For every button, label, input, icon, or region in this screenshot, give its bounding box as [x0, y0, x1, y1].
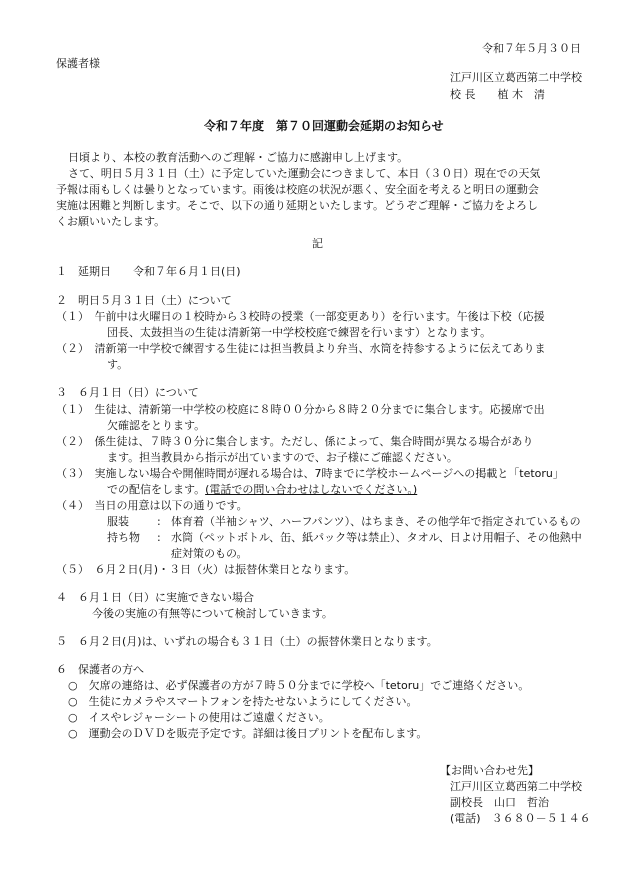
clothing-line	[107, 514, 581, 530]
section-2-item-1-cont: 団長、太鼓担当の生徒は清新第一中学校校庭で練習を行います）となります。	[107, 326, 492, 339]
colon: :	[157, 531, 161, 544]
belongings-text: 水筒（ペットボトル、缶、紙パック等は禁止）、タオル、日よけ用帽子、その他熱中	[171, 531, 582, 544]
guardian-notice-item: ○ 欠席の連絡は、必ず保護者の方が７時５０分までに学校へ「tetoru」でご連絡ください。	[68, 679, 530, 692]
section-4-heading: ４ ６月１日（日）に実施できない場合	[56, 591, 254, 604]
intro-line: 実施は困難と判断します。そこで、以下の通り延期といたします。どうぞご理解・ご協力をよろし	[56, 199, 539, 212]
clothing-label: 服装	[107, 515, 129, 528]
intro-line: くお願いいたします。	[56, 215, 166, 228]
intro-line: さて、明日５月３１日（土）に予定していた運動会につきまして、本日（３０日）現在での天気	[68, 167, 541, 180]
contact-vice-principal: 副校長 山口 哲治	[450, 796, 549, 809]
section-3-item-4: （４） 当日の用意は以下の通りです。	[56, 499, 248, 512]
contact-phone: (電話) ３６８０－５１４６	[450, 812, 591, 825]
section-6-heading: ６ 保護者の方へ	[56, 663, 144, 676]
section-3-item-3: （３） 実施しない場合や開催時間が遅れる場合は、7時までに学校ホームページへの掲載と「tetoru」	[56, 467, 564, 480]
belongings-label: 持ち物	[107, 531, 140, 544]
document-date: 令和７年５月３０日	[482, 42, 581, 55]
belongings-line	[107, 530, 582, 546]
section-3-item-1-cont: 欠確認をとります。	[107, 419, 206, 432]
addressee: 保護者様	[56, 57, 100, 70]
section-2-item-1: （１） 午前中は火曜日の１校時から３校時の授業（一部変更あり）を行います。午後は下校（応援	[56, 310, 545, 323]
intro-line: 予報は雨もしくは曇りとなっています。雨後は校庭の状況が悪く、安全面を考えると明日の運動会	[56, 183, 539, 196]
section-3-heading: ３ ６月１日（日）について	[56, 386, 199, 399]
guardian-notice-item: ○ 生徒にカメラやスマートフォンを持たせないようにしてください。	[68, 695, 418, 708]
no-phone-notice: (電話での問い合わせはしないでください。)	[205, 483, 418, 496]
section-2-item-2: （２） 清新第一中学校で練習する生徒には担当教員より弁当、水筒を持参するように伝えてありま	[56, 342, 546, 355]
contact-school: 江戸川区立葛西第二中学校	[450, 780, 582, 793]
item-3-text: での配信をします。	[107, 483, 206, 496]
intro-line: 日頃より、本校の教育活動へのご理解・ご協力に感謝申し上げます。	[68, 151, 409, 164]
section-3-item-5: （５） ６月２日(月)・３日（火）は振替休業日となります。	[56, 563, 356, 576]
section-2-heading: ２ 明日５月３１日（土）について	[56, 294, 232, 307]
principal-name: 校 長 植 木 清	[450, 88, 545, 101]
ki-heading: 記	[312, 237, 323, 250]
section-3-item-3-cont	[107, 482, 417, 498]
section-3-item-2: （２） 係生徒は、７時３０分に集合します。ただし、係によって、集合時間が異なる場合があり	[56, 435, 534, 448]
section-4-text: 今後の実施の有無等について検討していきます。	[92, 607, 333, 620]
section-3-item-2-cont: ます。担当教員から指示が出ていますので、お子様にご確認ください。	[107, 451, 458, 464]
section-1-postpone-date: １ 延期日 令和７年６月１日(日)	[56, 265, 241, 278]
school-name: 江戸川区立葛西第二中学校	[450, 71, 582, 84]
guardian-notice-item: ○ 運動会のＤＶＤを販売予定です。詳細は後日プリントを配布します。	[68, 727, 428, 740]
section-5-text: ５ ６月２日(月)は、いずれの場合も３１日（土）の振替休業日となります。	[56, 635, 438, 648]
contact-heading: 【お問い合わせ先】	[440, 764, 539, 777]
section-2-item-2-cont: す。	[107, 358, 129, 371]
belongings-text-cont: 症対策のもの。	[171, 547, 248, 560]
colon: :	[157, 515, 161, 528]
clothing-text: 体育着（半袖シャツ、ハーフパンツ）、はちまき、その他学年で指定されているもの	[171, 515, 581, 528]
section-3-item-1: （１） 生徒は、清新第一中学校の校庭に８時００分から８時２０分までに集合します。応援席で出	[56, 403, 545, 416]
guardian-notice-item: ○ イスやレジャーシートの使用はご遠慮ください。	[68, 711, 330, 724]
document-title: 令和７年度 第７０回運動会延期のお知らせ	[204, 119, 444, 133]
